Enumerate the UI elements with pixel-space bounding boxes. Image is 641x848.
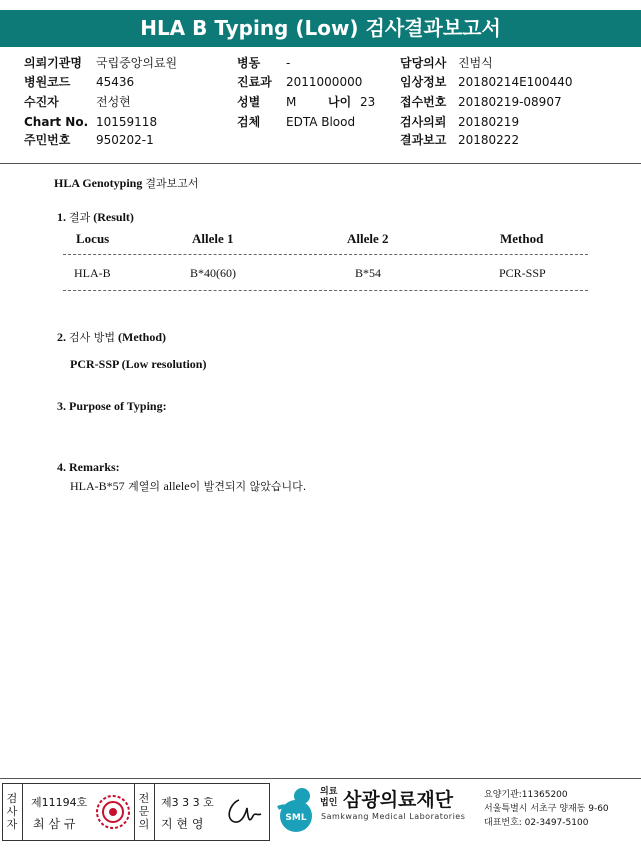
remark-part: allele — [163, 479, 190, 493]
info-label: 병원코드 — [24, 75, 71, 89]
corp-label — [320, 787, 337, 809]
section-kr: 결과 — [69, 211, 91, 224]
info-label: Chart No. — [24, 115, 89, 129]
logo-abbrev: SML — [285, 813, 307, 823]
info-label: 담당의사 — [400, 56, 447, 70]
info-value: 진범식 — [458, 56, 493, 70]
header-divider — [0, 163, 641, 164]
info-value: 전성현 — [96, 95, 131, 109]
info-label: 검체 — [237, 115, 261, 129]
tester-label: 검사자 — [6, 792, 18, 831]
sml-logo-icon — [272, 786, 318, 834]
remark-part: 계열의 — [124, 480, 164, 493]
info-label: 진료과 — [237, 75, 272, 89]
info-value: - — [286, 56, 291, 70]
signature-icon — [221, 794, 265, 830]
section-en: (Method) — [118, 330, 167, 344]
info-label: 접수번호 — [400, 95, 447, 109]
table-divider — [63, 290, 588, 291]
corp-label-line: 의료 — [320, 787, 338, 797]
tester-name: 최 삼 규 — [33, 817, 76, 831]
info-value: 2011000000 — [286, 75, 363, 89]
section-kr: 검사 방법 — [69, 331, 116, 344]
table-header-locus: Locus — [76, 231, 110, 246]
tester-seal-icon — [95, 793, 131, 831]
reviewer-name: 지 현 영 — [161, 817, 204, 831]
org-code: 요양기관:11365200 — [484, 790, 568, 800]
org-phone: 대표번호: 02-3497-5100 — [484, 818, 589, 828]
section-number: 2. — [57, 330, 66, 344]
table-cell: B*40(60) — [190, 266, 236, 280]
report-heading — [54, 175, 199, 191]
info-label: 병동 — [237, 56, 261, 70]
info-label: 나이 — [328, 95, 352, 109]
info-value: 20180219 — [458, 115, 520, 129]
info-value: 국립중앙의료원 — [96, 56, 178, 70]
method-text: PCR-SSP (Low resolution) — [70, 357, 207, 371]
table-cell: HLA-B — [74, 266, 111, 280]
info-value: M — [286, 95, 297, 109]
info-value: 23 — [360, 95, 376, 109]
table-header-allele2: Allele 2 — [347, 231, 389, 246]
info-value: 45436 — [96, 75, 135, 89]
reviewer-id: 제3 3 3 호 — [161, 796, 214, 809]
remark-part: HLA-B*57 — [70, 479, 125, 493]
corp-label-line: 법인 — [320, 798, 338, 808]
signature-box — [2, 783, 270, 841]
info-value: EDTA Blood — [286, 115, 356, 129]
table-cell: PCR-SSP — [499, 266, 546, 280]
report-heading-en: HLA Genotyping — [54, 176, 143, 190]
org-name-en: Samkwang Medical Laboratories — [321, 812, 466, 821]
table-divider — [63, 254, 588, 255]
section-purpose-heading: 3. Purpose of Typing: — [57, 399, 167, 413]
section-number: 1. — [57, 210, 66, 224]
info-label: 검사의뢰 — [400, 115, 447, 129]
info-value: 20180219-08907 — [458, 95, 562, 109]
report-heading-kr: 결과보고서 — [145, 177, 199, 190]
section-result-heading — [57, 209, 134, 225]
box-divider — [154, 784, 155, 840]
footer-divider — [0, 778, 641, 779]
box-divider — [22, 784, 23, 840]
table-cell: B*54 — [355, 266, 382, 280]
section-remarks-heading: 4. Remarks: — [57, 460, 120, 474]
info-value: 20180214E100440 — [458, 75, 573, 89]
info-label: 결과보고 — [400, 133, 447, 147]
info-label: 주민번호 — [24, 133, 71, 147]
info-label: 성별 — [237, 95, 261, 109]
info-institution — [24, 55, 82, 71]
section-method-heading — [57, 329, 166, 345]
info-label: 임상정보 — [400, 75, 447, 89]
box-divider — [134, 784, 135, 840]
remark-text — [70, 478, 306, 494]
info-label: 수진자 — [24, 95, 59, 109]
section-en: (Result) — [93, 210, 134, 224]
org-name: 삼광의료재단 — [343, 789, 454, 811]
report-title: HLA B Typing (Low) 검사결과보고서 — [0, 10, 641, 47]
org-address: 서울특별시 서초구 양재동 9-60 — [484, 804, 609, 814]
tester-id: 제11194호 — [31, 796, 88, 809]
table-header-allele1: Allele 1 — [192, 231, 234, 246]
reviewer-label: 전문의 — [138, 792, 150, 831]
info-value: 10159118 — [96, 115, 158, 129]
info-value: 950202-1 — [96, 133, 154, 147]
info-value: 20180222 — [458, 133, 520, 147]
info-label: 의뢰기관명 — [24, 56, 82, 70]
table-header-method: Method — [500, 231, 544, 246]
remark-part: 이 발견되지 않았습니다. — [189, 480, 307, 493]
